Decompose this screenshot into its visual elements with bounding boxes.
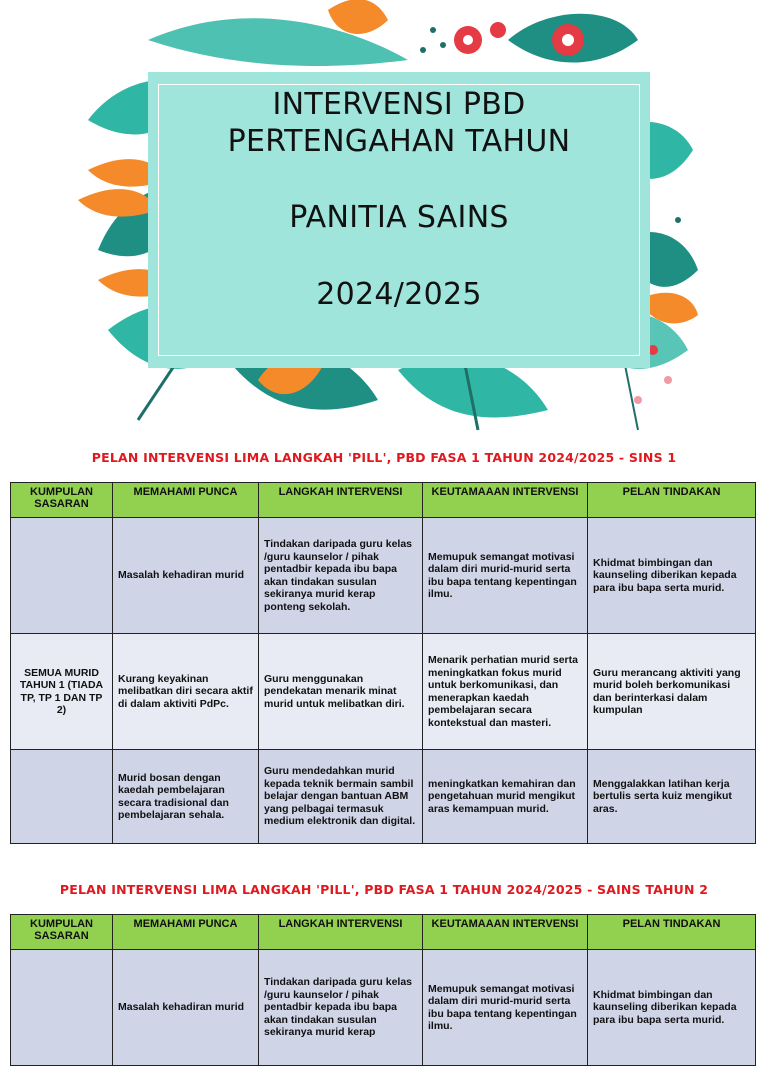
cell-tindakan: Khidmat bimbingan dan kaunseling diberikan kepada para ibu bapa serta murid. — [588, 950, 756, 1066]
plan2-header-row — [11, 915, 756, 950]
title-line-3: PANITIA SAINS — [289, 200, 509, 235]
plan1-header-row — [11, 483, 756, 518]
cell-punca: Masalah kehadiran murid — [113, 518, 259, 634]
header-langkah-intervensi: LANGKAH INTERVENSI — [259, 915, 423, 950]
cell-tindakan: Khidmat bimbingan dan kaunseling diberikan kepada para ibu bapa serta murid. — [588, 518, 756, 634]
cell-tindakan: Guru merancang aktiviti yang murid boleh berkomunikasi dan berinterkasi dalam kumpulan — [588, 634, 756, 750]
group-cell-empty — [11, 950, 113, 1066]
cell-langkah: Tindakan daripada guru kelas /guru kaunselor / pihak pentadbir kepada ibu bapa akan tindakan susulan sekiranya murid kerap — [259, 950, 423, 1066]
cell-keutamaan: Menarik perhatian murid serta meningkatkan fokus murid untuk berkomunikasi, dan menerapkan kaedah pembelajaran secara kontekstual dan masteri. — [423, 634, 588, 750]
plan1-table — [10, 482, 756, 844]
header-pelan-tindakan: PELAN TINDAKAN — [588, 915, 756, 950]
table-row — [11, 518, 756, 634]
title-line-4: 2024/2025 — [316, 277, 482, 312]
plan1-heading: PELAN INTERVENSI LIMA LANGKAH 'PILL', PBD FASA 1 TAHUN 2024/2025 - SINS 1 — [91, 450, 677, 465]
cell-punca: Masalah kehadiran murid — [113, 950, 259, 1066]
header-kumpulan-sasaran: KUMPULAN SASARAN — [11, 915, 113, 950]
cell-langkah: Guru mendedahkan murid kepada teknik bermain sambil belajar dengan bantuan ABM yang pelbagai termasuk medium elektronik dan digital. — [259, 750, 423, 844]
cell-keutamaan: Memupuk semangat motivasi dalam diri murid-murid serta ibu bapa tentang kepentingan ilmu. — [423, 950, 588, 1066]
group-cell-label: SEMUA MURID TAHUN 1 (TIADA TP, TP 1 DAN TP 2) — [11, 634, 113, 750]
cell-keutamaan: meningkatkan kemahiran dan pengetahuan murid mengikut aras kemampuan murid. — [423, 750, 588, 844]
cell-tindakan: Menggalakkan latihan kerja bertulis serta kuiz mengikut aras. — [588, 750, 756, 844]
header-langkah-intervensi: LANGKAH INTERVENSI — [259, 483, 423, 518]
header-keutamaan-intervensi: KEUTAMAAAN INTERVENSI — [423, 915, 588, 950]
table-row — [11, 634, 756, 750]
header-keutamaan-intervensi: KEUTAMAAAN INTERVENSI — [423, 483, 588, 518]
table-row — [11, 750, 756, 844]
cell-punca: Kurang keyakinan melibatkan diri secara aktif di dalam aktiviti PdPc. — [113, 634, 259, 750]
group-cell-empty — [11, 518, 113, 634]
cell-keutamaan: Memupuk semangat motivasi dalam diri murid-murid serta ibu bapa tentang kepentingan ilmu. — [423, 518, 588, 634]
title-line-1: INTERVENSI PBD — [272, 87, 526, 122]
plan2-heading: PELAN INTERVENSI LIMA LANGKAH 'PILL', PBD FASA 1 TAHUN 2024/2025 - SAINS TAHUN 2 — [59, 882, 709, 897]
title-card — [148, 72, 650, 368]
title-line-2: PERTENGAHAN TAHUN — [227, 124, 571, 159]
plan2-table — [10, 914, 756, 1066]
table-row — [11, 950, 756, 1066]
header-memahami-punca: MEMAHAMI PUNCA — [113, 915, 259, 950]
group-cell-empty — [11, 750, 113, 844]
cell-langkah: Guru menggunakan pendekatan menarik minat murid untuk melibatkan diri. — [259, 634, 423, 750]
header-memahami-punca: MEMAHAMI PUNCA — [113, 483, 259, 518]
header-kumpulan-sasaran: KUMPULAN SASARAN — [11, 483, 113, 518]
cell-langkah: Tindakan daripada guru kelas /guru kaunselor / pihak pentadbir kepada ibu bapa akan tindakan susulan sekiranya murid kerap ponteng sekolah. — [259, 518, 423, 634]
cell-punca: Murid bosan dengan kaedah pembelajaran secara tradisional dan pembelajaran sehala. — [113, 750, 259, 844]
header-pelan-tindakan: PELAN TINDAKAN — [588, 483, 756, 518]
